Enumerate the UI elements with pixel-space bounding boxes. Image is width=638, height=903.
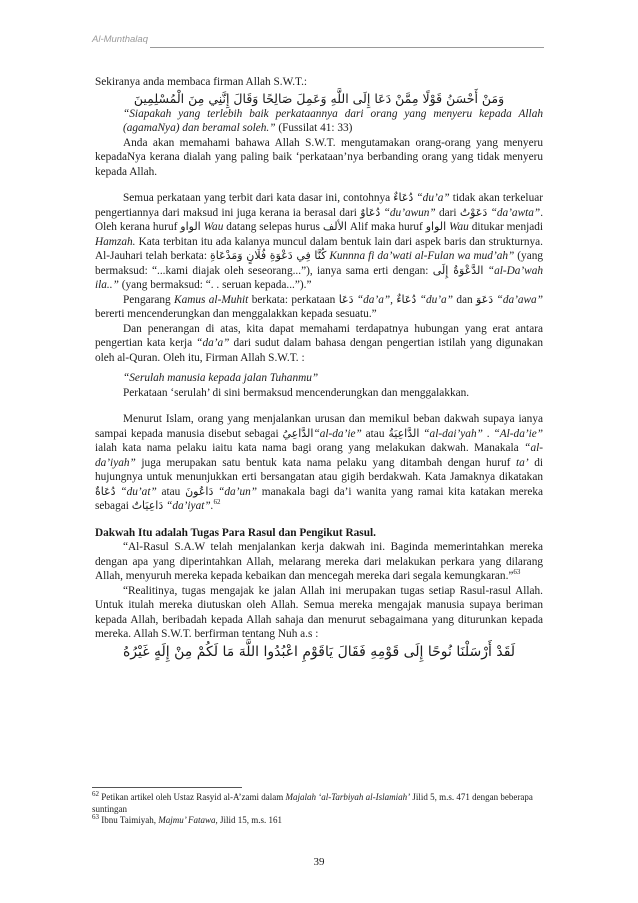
- daie-paragraph: Menurut Islam, orang yang menjalankan urusan dan memikul beban dakwah supaya ianya sampai kepada manusia disebut sebagai الدَّاعِيُ“al-da’ie” atau الدَّاعِيَةُ “al-dai’yah” . “Al-da’ie” ialah kata nama pelaku iaitu kata nama bagi orang yang melakukan dakwah. Manakala “al-da’iyah” juga merupakan satu bentuk kata nama pelaku yang ditambah dengan huruf ta’ di hujungnya untuk menunjukkan erti bersangatan atau gigih berdakwah. Kata Jamaknya dikatakan دُعَاةٌ “du’at” atau دَاعُونَ “da’un” manakala bagi da’i wanita yang ramai kita katakan mereka sebagai دَاعِيَاتٌ “da’iyat”.$^{62}$: [95, 413, 544, 512]
- arabic-phrase: كُنَّا فِي دَعْوَةِ فُلَانٍ وَمَدْعَاةِ: [209, 249, 327, 262]
- kamus-paragraph: Pengarang Kamus al-Muhit berkata: perkataan دَعَا “da’a”, دُعَاءٌ “du’a” dan دَعَوَ “da’awa” bererti mencenderungkan dan menggalakkan kepada sesuatu.”: [95, 292, 543, 320]
- quran-verse-nuh: لَقَدْ أَرْسَلْنَا نُوحًا إِلَى قَوْمِهِ فَقَالَ يَاقَوْمِ اعْبُدُوا اللَّهَ مَا لَكُمْ مِنْ إِلَهٍ غَيْرُهُ: [122, 643, 516, 660]
- arabic-word: الواو: [425, 220, 447, 233]
- footnote-separator: [92, 787, 242, 788]
- explanation-paragraph: Anda akan memahami bahawa Allah S.W.T. mengutamakan orang-orang yang menyeru kepadaNya kerana dialah yang paling baik ‘perkataan’nya berbanding orang yang tidak menyeru kepada Allah.: [95, 136, 543, 178]
- arabic-word: الواو: [180, 220, 201, 233]
- footnote-ref: 63: [513, 568, 521, 577]
- section-heading: Dakwah Itu adalah Tugas Para Rasul dan Pengikut Rasul.: [95, 526, 376, 539]
- footnotes: [92, 792, 544, 827]
- arabic-word: دُعَاوٌ: [360, 205, 381, 219]
- translation-text: “Siapakah yang terlebih baik perkataannya dari orang yang menyeru kepada Allah (agamaNya) dan beramal soleh.”: [123, 107, 543, 134]
- arabic-word: دَاعُونَ: [185, 484, 214, 498]
- running-header: [92, 30, 544, 54]
- arabic-word: دُعَاءٌ: [393, 191, 414, 204]
- arabic-phrase: الدَّعْوَةُ إِلَى: [432, 263, 484, 277]
- intro-line: Sekiranya anda membaca firman Allah S.W.T.:: [95, 76, 308, 88]
- arabic-word: الدَّاعِيُ: [282, 426, 314, 440]
- arabic-word: دَعَوْتُ: [459, 205, 488, 219]
- footnote-62: $^{62}$ Petikan artikel oleh Ustaz Rasyid al-A’zami dalam Majalah ‘al-Tarbiyah al-Islamiah’ Jilid 5, m.s. 471 dengan beberapa suntingan: [92, 790, 533, 814]
- footnote-ref: 62: [213, 498, 221, 507]
- arabic-word: دَعَا: [338, 292, 354, 306]
- arabic-word: الألف: [322, 220, 347, 233]
- verse-reference: (Fussilat 41: 33): [278, 122, 353, 134]
- arabic-word: دَعَوَ: [476, 292, 494, 306]
- derivation-paragraph: Semua perkataan yang terbit dari kata dasar ini, contohnya دُعَاءٌ “du’a” tidak akan terkeluar pengertiannya dari maksud ini juga kerana ia berasal dari دُعَاوٌ “du’awun” dari دَعَوْتُ “da’awta”. Oleh kerana huruf الواو Wau datang selepas hurus الألف Alif maka huruf الواو Wau ditukar menjadi Hamzah. Kata terbitan itu ada kalanya muncul dalam bentuk lain dari aspek baris dan strukturnya. Al-Jauhari telah berkata: كُنَّا فِي دَعْوَةِ فُلَانٍ وَمَدْعَاةِ Kunnna fi da’wati al-Fulan wa mud’ah” (yang bermaksud: “...kami diajak oleh seseorang...”), ianya sama erti dengan: الدَّعْوَةُ إِلَى “al-Da’wah ila..” (yang bermaksud: “. . seruan kepada...”).”: [95, 191, 544, 291]
- arabic-word: دُعَاةٌ: [95, 484, 116, 498]
- page-body: [95, 75, 543, 662]
- header-rule: [150, 47, 544, 48]
- realiti-paragraph: “Realitinya, tugas mengajak ke jalan Allah ini merupakan tugas setiap Rasul-rasul Allah. Untuk itulah mereka diutuskan oleh Allah. Semua mereka mengajak manusia supaya beriman kepada Allah, beribadah kepada Allah sahaja dan menurut sebagaimana yang diturunkan kepada mereka. Allah S.W.T. berfirman tentang Nuh a.s :: [95, 584, 543, 640]
- rasul-paragraph: “Al-Rasul S.A.W telah menjalankan kerja dakwah ini. Baginda memerintahkan mereka dengan apa yang diperintahkan Allah, melarang mereka dari melakukan perkara yang dilarang Allah, menyuruh mereka kepada kebaikan dan mencegah mereka dari segala kemungkaran.”$^{63}$: [95, 541, 543, 582]
- quran-verse-fussilat: وَمَنْ أَحْسَنُ قَوْلًا مِمَّنْ دَعَا إِلَى اللَّهِ وَعَمِلَ صَالِحًا وَقَالَ إِنَّنِي مِنَ الْمُسْلِمِينَ: [133, 90, 505, 106]
- header-title: Al-Munthalaq: [92, 34, 148, 45]
- verse-translation: [95, 107, 543, 136]
- arabic-word: الدَّاعِيَةُ: [388, 426, 420, 440]
- relation-paragraph: Dan penerangan di atas, kita dapat memahami terdapatnya hubungan yang erat antara pengertian kata kerja “da’a” dari sudut dalam bahasa dengan pengertian istilah yang digunakan oleh al-Quran. Oleh itu, Firman Allah S.W.T. :: [95, 322, 543, 364]
- footnote-63: $^{63}$ Ibnu Taimiyah, Majmu’ Fatawa, Jilid 15, m.s. 161: [92, 813, 282, 825]
- page-number: 39: [313, 856, 325, 868]
- serulah-paragraph: Perkataan ‘serulah’ di sini bermaksud mencenderungkan dan menggalakkan.: [123, 386, 470, 399]
- arabic-word: دُعَاءٌ: [396, 292, 417, 306]
- arabic-word: دَاعِيَاتٌ: [131, 499, 164, 512]
- quran-quote: “Serulah manusia kepada jalan Tuhanmu”: [123, 372, 319, 384]
